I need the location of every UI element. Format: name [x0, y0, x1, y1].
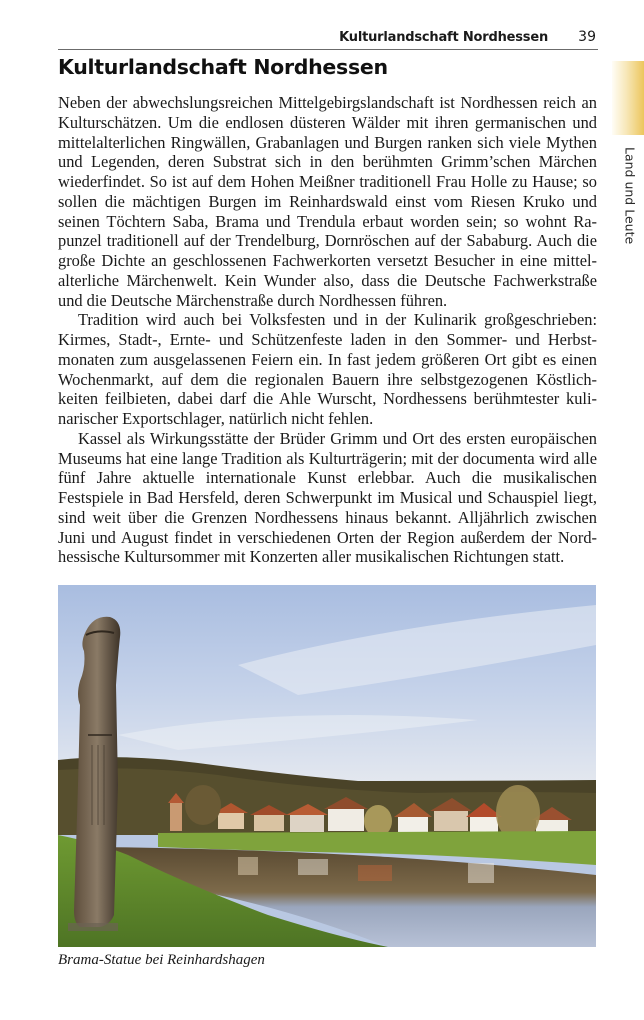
running-header — [58, 29, 598, 50]
page-number: 39 — [578, 29, 596, 45]
section-tab-label: Land und Leute — [622, 147, 638, 245]
paragraph-1: Neben der abwechslungsreichen Mittelgebirgslandschaft ist Nordhessen reich an Kulturschätzen. Um die endlosen düsteren Wälder mit ihren germanischen und mittelalterlichen Ringwällen, Grabanlagen und Burgen ranken sich viele Mythen und Legenden, deren Substrat sich in den berühmten Grimm’schen Märchen wiederfindet. So ist auf dem Hohen Meißner traditionell Frau Holle zu Hause; so sollen die mächtigen Burgen im Reinhardswald einst vom Riesen Kruko und seinen Töchtern Saba, Brama und Trendula erbaut worden sein; so wohnt Rapunzel traditionell auf der Trendelburg, Dornröschen auf der Sababurg. Auch die große Dichte an geschlossenen Fachwerkorten versetzt Besucher in eine mittelalterliche Märchenwelt. Kein Wunder also, dass die Deutsche Fachwerkstraße und die Deutsche Märchenstraße durch Nordhessen führen. — [58, 93, 597, 310]
article-body — [58, 93, 597, 567]
chapter-title: Kulturlandschaft Nordhessen — [58, 55, 388, 79]
paragraph-2: Tradition wird auch bei Volksfesten und in der Kulinarik großgeschrieben: Kirmes, Stadt-, Ernte- und Schützenfeste laden in den Sommer- und Herbstmonaten zum ausgelassenen Feiern ein. In fast jedem größeren Ort gibt es einen Wochenmarkt, auf dem die regionalen Bauern ihre selbstgezogenen Köstlichkeiten feilbieten, dabei darf die Ahle Wurscht, Nordhessens berühmtester kulinarischer Exportschlager, natürlich nicht fehlen. — [58, 310, 597, 428]
paragraph-3: Kassel als Wirkungsstätte der Brüder Grimm und Ort des ersten europäischen Museums hat eine lange Tradition als Kulturträgerin; mit der documenta wird alle fünf Jahre aktuelle internationale Kunst erlebbar. Auch die musikalischen Festspiele in Bad Hersfeld, deren Schwerpunkt im Musical und Schauspiel liegt, sind weit über die Grenzen Nordhessens hinaus bekannt. Alljährlich zwischen Juni und August findet in verschiedenen Orten der Region außerdem der Nordhessische Kultursommer mit Konzerten aller musikalischen Richtungen statt. — [58, 428, 597, 567]
running-header-title: Kulturlandschaft Nordhessen — [339, 30, 548, 45]
landscape-photo-illustration — [58, 585, 596, 947]
photo-brama-statue — [58, 585, 596, 947]
figure-caption: Brama-Statue bei Reinhardshagen — [58, 952, 265, 968]
section-tab-marker — [612, 61, 644, 135]
